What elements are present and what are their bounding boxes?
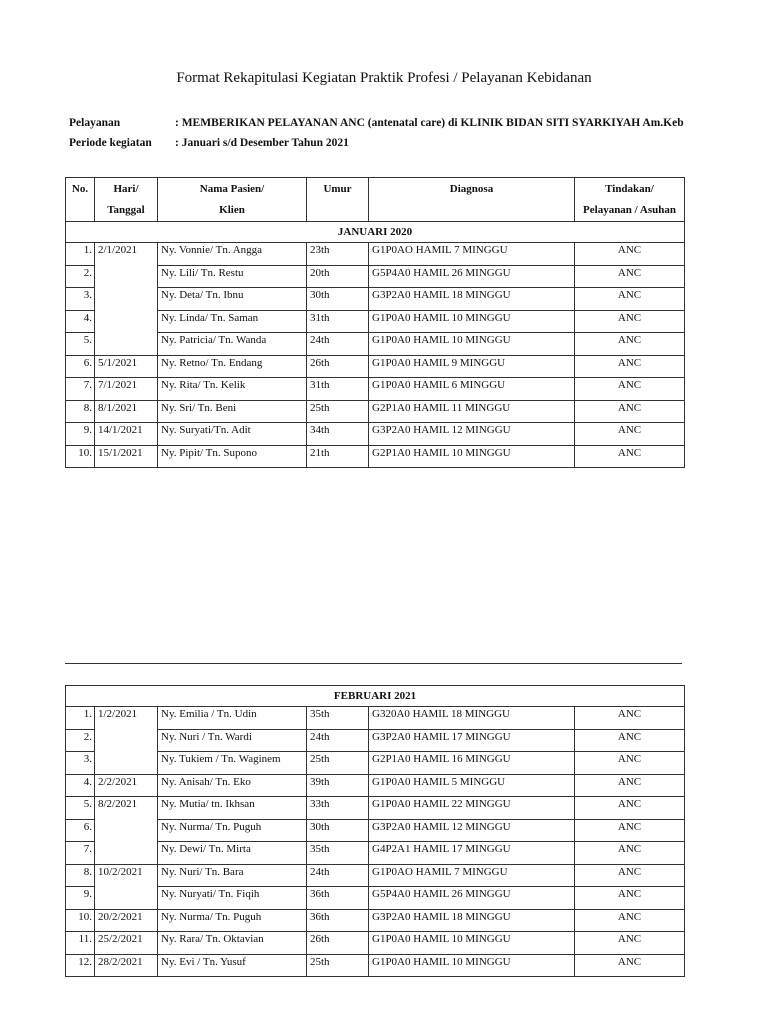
row-age: 31th: [307, 378, 369, 401]
table-row: [66, 887, 685, 910]
row-number: 1.: [66, 707, 95, 730]
row-patient-name: Ny. Vonnie/ Tn. Angga: [158, 243, 307, 266]
row-age: 30th: [307, 819, 369, 842]
row-date: 8/2/2021: [95, 797, 158, 865]
pelayanan-value: : MEMBERIKAN PELAYANAN ANC (antenatal care) di KLINIK BIDAN SITI SYARKIYAH Am.Keb: [175, 117, 684, 129]
row-action: ANC: [575, 265, 685, 288]
row-age: 24th: [307, 333, 369, 356]
table-row: [66, 932, 685, 955]
row-date: 8/1/2021: [95, 400, 158, 423]
row-diagnosis: G1P0A0 HAMIL 22 MINGGU: [369, 797, 575, 820]
table-row: [66, 774, 685, 797]
row-diagnosis: G4P2A1 HAMIL 17 MINGGU: [369, 842, 575, 865]
meta-pelayanan: [69, 117, 684, 129]
row-age: 31th: [307, 310, 369, 333]
row-patient-name: Ny. Rara/ Tn. Oktavian: [158, 932, 307, 955]
row-patient-name: Ny. Mutia/ tn. Ikhsan: [158, 797, 307, 820]
table-row: [66, 310, 685, 333]
table-row: [66, 842, 685, 865]
row-action: ANC: [575, 932, 685, 955]
row-number: 12.: [66, 954, 95, 977]
row-number: 2.: [66, 265, 95, 288]
row-diagnosis: G1P0A0 HAMIL 6 MINGGU: [369, 378, 575, 401]
row-number: 4.: [66, 774, 95, 797]
row-age: 20th: [307, 265, 369, 288]
row-date: 1/2/2021: [95, 707, 158, 775]
row-number: 6.: [66, 355, 95, 378]
table-row: [66, 378, 685, 401]
row-number: 11.: [66, 932, 95, 955]
row-date: 10/2/2021: [95, 864, 158, 909]
row-action: ANC: [575, 400, 685, 423]
row-age: 30th: [307, 288, 369, 311]
table-row: [66, 265, 685, 288]
row-patient-name: Ny. Evi / Tn. Yusuf: [158, 954, 307, 977]
row-age: 24th: [307, 864, 369, 887]
row-patient-name: Ny. Patricia/ Tn. Wanda: [158, 333, 307, 356]
row-diagnosis: G1P0A0 HAMIL 10 MINGGU: [369, 333, 575, 356]
row-action: ANC: [575, 819, 685, 842]
row-diagnosis: G1P0A0 HAMIL 10 MINGGU: [369, 932, 575, 955]
header-diagnosa: Diagnosa: [369, 178, 575, 222]
row-number: 7.: [66, 378, 95, 401]
row-patient-name: Ny. Lili/ Tn. Restu: [158, 265, 307, 288]
row-age: 23th: [307, 243, 369, 266]
row-action: ANC: [575, 423, 685, 446]
table-row: [66, 333, 685, 356]
row-number: 3.: [66, 288, 95, 311]
row-number: 3.: [66, 752, 95, 775]
row-date: 28/2/2021: [95, 954, 158, 977]
row-diagnosis: G1P0A0 HAMIL 9 MINGGU: [369, 355, 575, 378]
periode-label: Periode kegiatan: [69, 137, 152, 149]
row-age: 34th: [307, 423, 369, 446]
table-row: [66, 243, 685, 266]
row-number: 9.: [66, 887, 95, 910]
row-action: ANC: [575, 729, 685, 752]
header-hari-tanggal: Hari/ Tanggal: [95, 178, 158, 222]
row-diagnosis: G3P2A0 HAMIL 12 MINGGU: [369, 819, 575, 842]
header-nama-pasien: Nama Pasien/ Klien: [158, 178, 307, 222]
row-action: ANC: [575, 333, 685, 356]
row-action: ANC: [575, 288, 685, 311]
row-patient-name: Ny. Dewi/ Tn. Mirta: [158, 842, 307, 865]
table-row: [66, 400, 685, 423]
row-action: ANC: [575, 864, 685, 887]
row-number: 7.: [66, 842, 95, 865]
row-diagnosis: G3P2A0 HAMIL 12 MINGGU: [369, 423, 575, 446]
row-number: 8.: [66, 400, 95, 423]
row-age: 39th: [307, 774, 369, 797]
row-patient-name: Ny. Linda/ Tn. Saman: [158, 310, 307, 333]
document-title: Format Rekapitulasi Kegiatan Praktik Profesi / Pelayanan Kebidanan: [176, 70, 592, 86]
month-row-januari: [66, 222, 685, 243]
row-date: 15/1/2021: [95, 445, 158, 468]
row-action: ANC: [575, 774, 685, 797]
table-row: [66, 954, 685, 977]
row-number: 1.: [66, 243, 95, 266]
row-patient-name: Ny. Nurma/ Tn. Puguh: [158, 819, 307, 842]
row-age: 33th: [307, 797, 369, 820]
row-number: 2.: [66, 729, 95, 752]
row-action: ANC: [575, 445, 685, 468]
row-diagnosis: G2P1A0 HAMIL 16 MINGGU: [369, 752, 575, 775]
row-patient-name: Ny. Nuri/ Tn. Bara: [158, 864, 307, 887]
row-number: 5.: [66, 333, 95, 356]
table-row: [66, 729, 685, 752]
row-patient-name: Ny. Tukiem / Tn. Waginem: [158, 752, 307, 775]
row-diagnosis: G1P0A0 HAMIL 10 MINGGU: [369, 310, 575, 333]
row-patient-name: Ny. Nuryati/ Tn. Fiqih: [158, 887, 307, 910]
row-date: 25/2/2021: [95, 932, 158, 955]
row-age: 21th: [307, 445, 369, 468]
row-action: ANC: [575, 707, 685, 730]
row-patient-name: Ny. Suryati/Tn. Adit: [158, 423, 307, 446]
row-diagnosis: G3P2A0 HAMIL 18 MINGGU: [369, 288, 575, 311]
row-diagnosis: G320A0 HAMIL 18 MINGGU: [369, 707, 575, 730]
row-age: 24th: [307, 729, 369, 752]
table-row: [66, 445, 685, 468]
row-patient-name: Ny. Emilia / Tn. Udin: [158, 707, 307, 730]
row-number: 9.: [66, 423, 95, 446]
row-age: 36th: [307, 909, 369, 932]
row-action: ANC: [575, 954, 685, 977]
table-row: [66, 864, 685, 887]
page-divider: [65, 663, 682, 664]
month-label-januari: JANUARI 2020: [66, 222, 685, 243]
meta-periode: [69, 137, 349, 149]
februari-table: [65, 685, 685, 977]
row-diagnosis: G2P1A0 HAMIL 10 MINGGU: [369, 445, 575, 468]
table-row: [66, 752, 685, 775]
row-age: 35th: [307, 707, 369, 730]
row-patient-name: Ny. Nurma/ Tn. Puguh: [158, 909, 307, 932]
periode-value: : Januari s/d Desember Tahun 2021: [175, 137, 349, 149]
row-date: 14/1/2021: [95, 423, 158, 446]
table-row: [66, 819, 685, 842]
month-label-februari: FEBRUARI 2021: [66, 686, 685, 707]
row-date: 2/2/2021: [95, 774, 158, 797]
januari-table: [65, 177, 685, 468]
row-diagnosis: G1P0A0 HAMIL 5 MINGGU: [369, 774, 575, 797]
row-action: ANC: [575, 243, 685, 266]
row-action: ANC: [575, 842, 685, 865]
row-patient-name: Ny. Nuri / Tn. Wardi: [158, 729, 307, 752]
table-header-row: [66, 178, 685, 222]
row-diagnosis: G5P4A0 HAMIL 26 MINGGU: [369, 265, 575, 288]
row-number: 8.: [66, 864, 95, 887]
row-action: ANC: [575, 752, 685, 775]
row-action: ANC: [575, 909, 685, 932]
table-row: [66, 797, 685, 820]
row-patient-name: Ny. Pipit/ Tn. Supono: [158, 445, 307, 468]
table-row: [66, 423, 685, 446]
row-action: ANC: [575, 887, 685, 910]
row-action: ANC: [575, 355, 685, 378]
row-number: 10.: [66, 909, 95, 932]
row-date: 5/1/2021: [95, 355, 158, 378]
row-date: 7/1/2021: [95, 378, 158, 401]
table-row: [66, 707, 685, 730]
row-number: 10.: [66, 445, 95, 468]
row-number: 6.: [66, 819, 95, 842]
row-action: ANC: [575, 378, 685, 401]
row-age: 25th: [307, 752, 369, 775]
table-row: [66, 288, 685, 311]
row-patient-name: Ny. Deta/ Tn. Ibnu: [158, 288, 307, 311]
row-diagnosis: G3P2A0 HAMIL 18 MINGGU: [369, 909, 575, 932]
row-patient-name: Ny. Sri/ Tn. Beni: [158, 400, 307, 423]
row-age: 25th: [307, 400, 369, 423]
row-action: ANC: [575, 310, 685, 333]
table-row: [66, 909, 685, 932]
pelayanan-label: Pelayanan: [69, 117, 121, 129]
header-no: No.: [66, 178, 95, 222]
row-date: 20/2/2021: [95, 909, 158, 932]
row-diagnosis: G2P1A0 HAMIL 11 MINGGU: [369, 400, 575, 423]
row-number: 4.: [66, 310, 95, 333]
row-diagnosis: G1P0AO HAMIL 7 MINGGU: [369, 243, 575, 266]
header-tindakan: Tindakan/ Pelayanan / Asuhan: [575, 178, 685, 222]
row-patient-name: Ny. Retno/ Tn. Endang: [158, 355, 307, 378]
row-patient-name: Ny. Rita/ Tn. Kelik: [158, 378, 307, 401]
row-age: 26th: [307, 932, 369, 955]
row-number: 5.: [66, 797, 95, 820]
row-age: 36th: [307, 887, 369, 910]
row-action: ANC: [575, 797, 685, 820]
row-age: 25th: [307, 954, 369, 977]
month-row-februari: [66, 686, 685, 707]
row-patient-name: Ny. Anisah/ Tn. Eko: [158, 774, 307, 797]
row-diagnosis: G1P0AO HAMIL 7 MINGGU: [369, 864, 575, 887]
row-date: 2/1/2021: [95, 243, 158, 356]
table-row: [66, 355, 685, 378]
row-age: 26th: [307, 355, 369, 378]
row-age: 35th: [307, 842, 369, 865]
row-diagnosis: G5P4A0 HAMIL 26 MINGGU: [369, 887, 575, 910]
row-diagnosis: G1P0A0 HAMIL 10 MINGGU: [369, 954, 575, 977]
row-diagnosis: G3P2A0 HAMIL 17 MINGGU: [369, 729, 575, 752]
header-umur: Umur: [307, 178, 369, 222]
